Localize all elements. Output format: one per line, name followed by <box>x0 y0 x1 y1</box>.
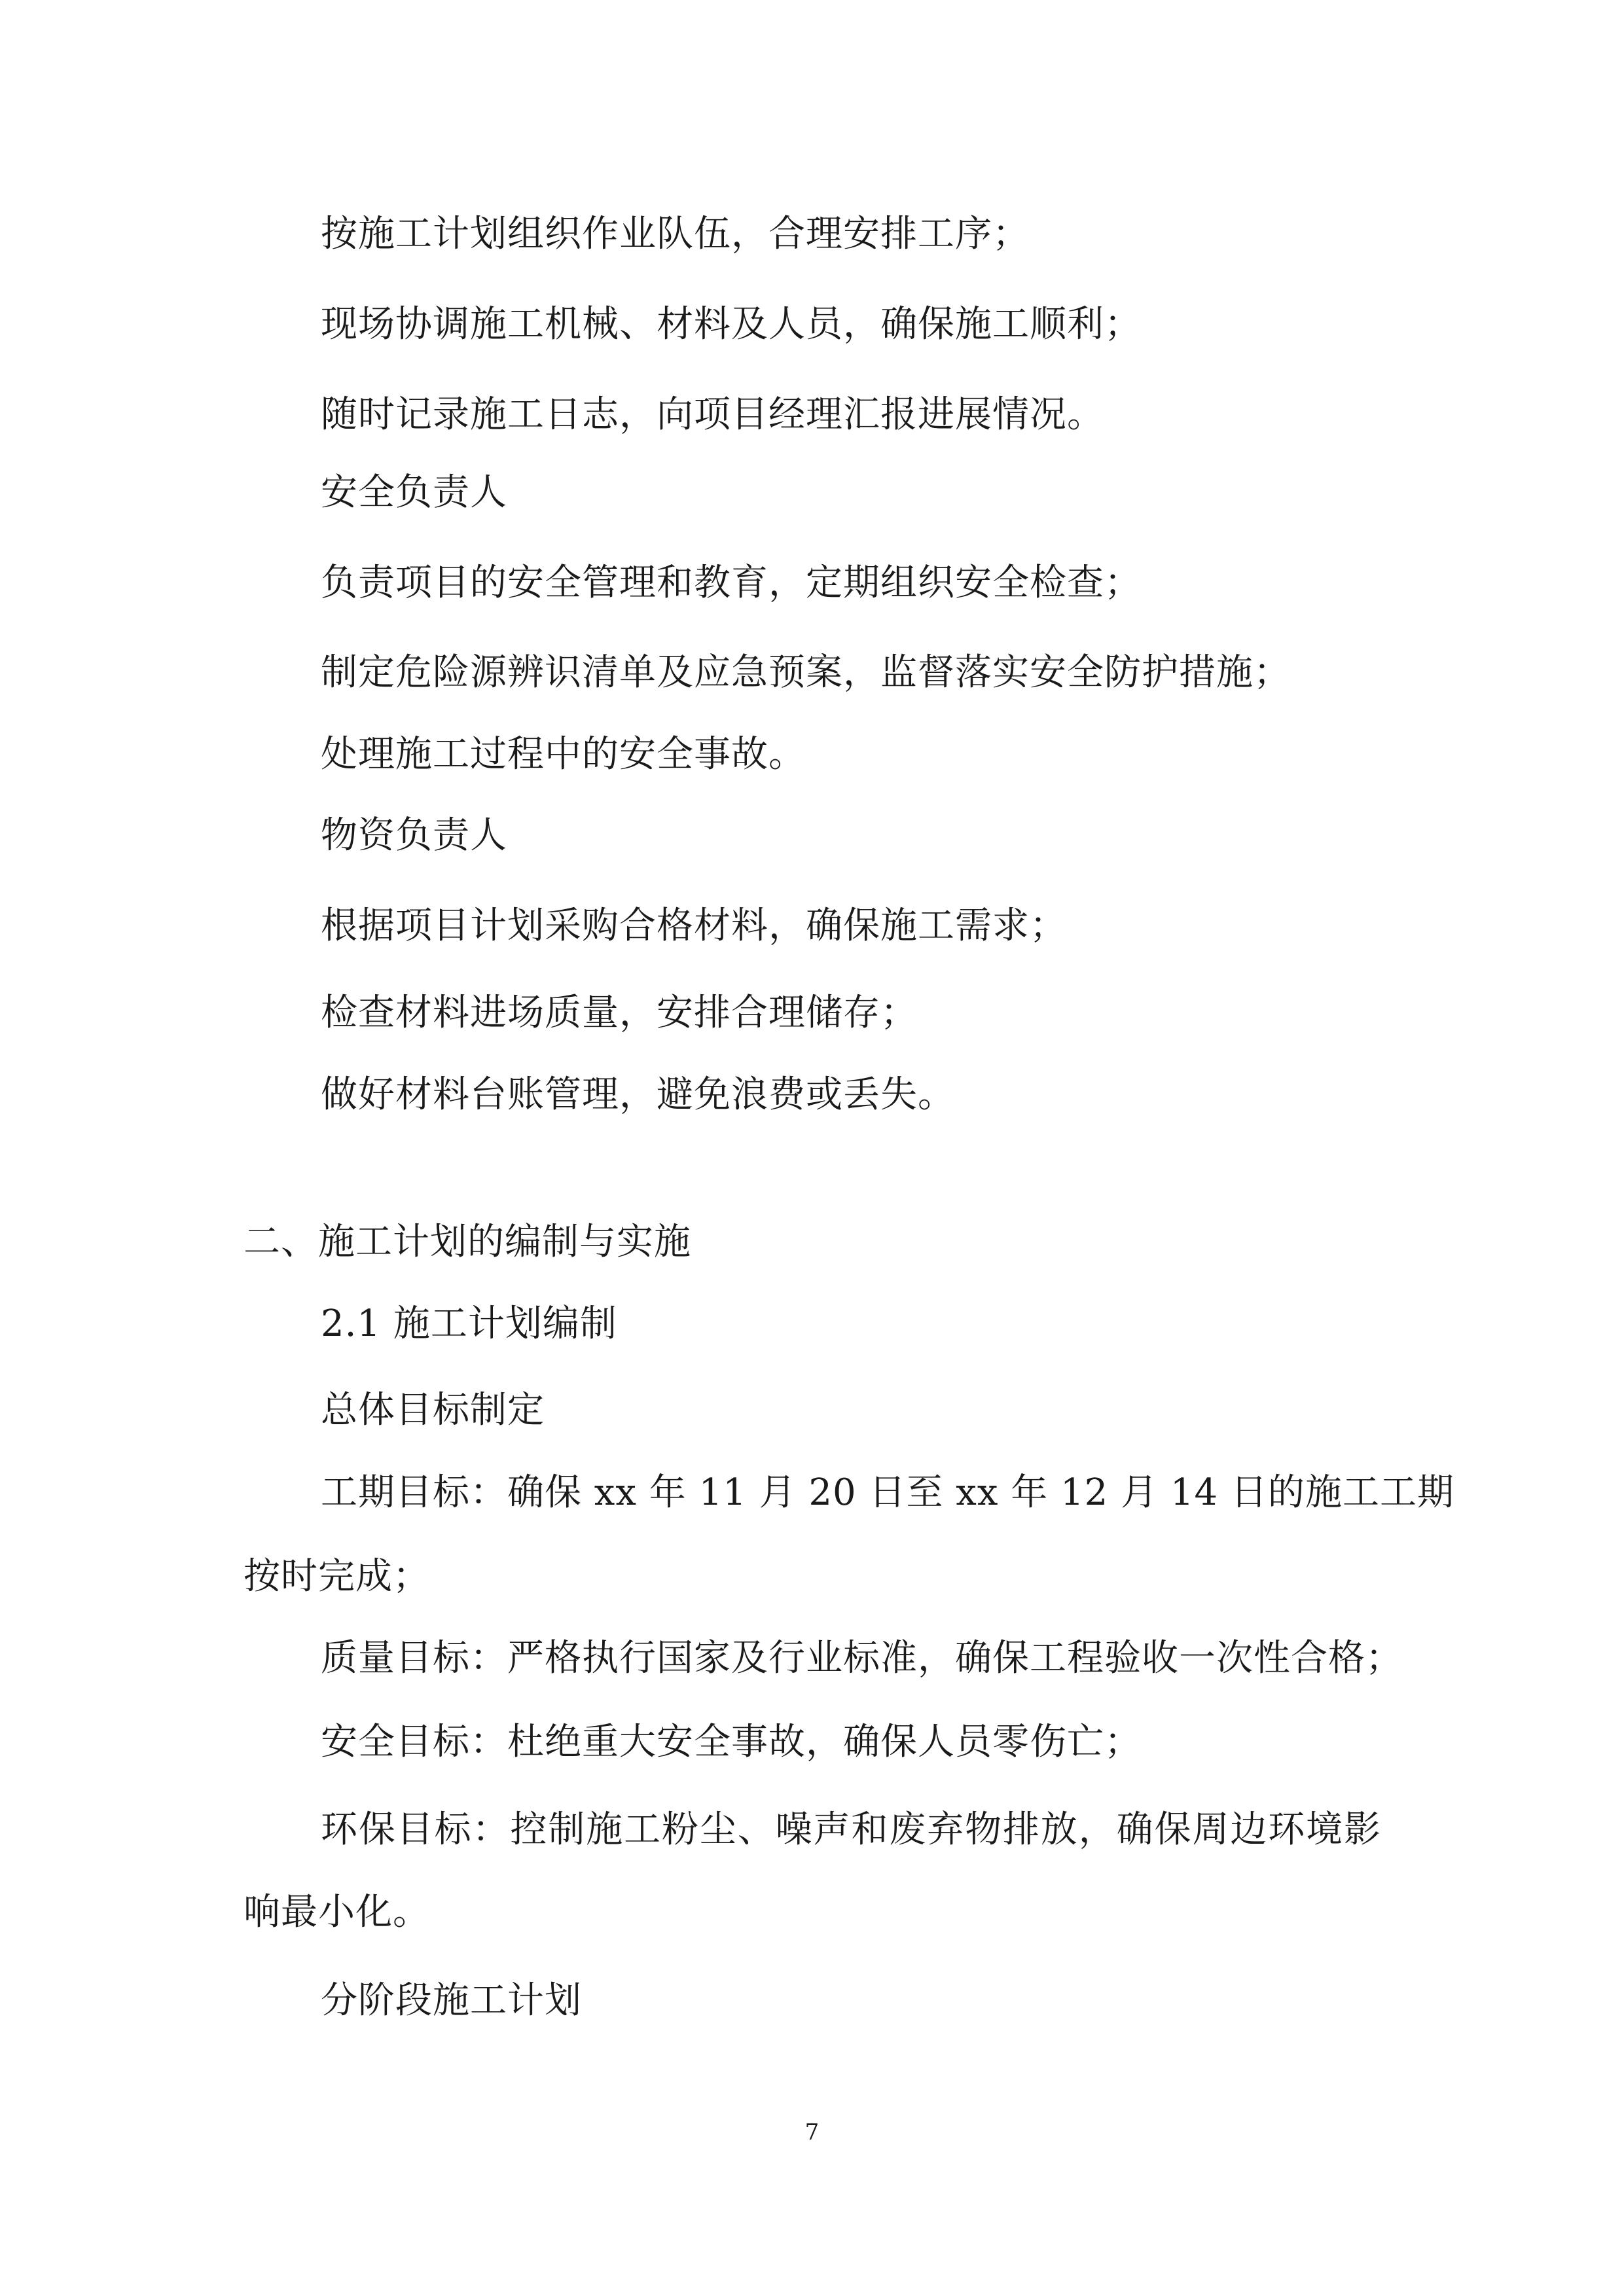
environment-goal-line-2: 响最小化。 <box>244 1891 430 1933</box>
section-heading: 二、施工计划的编制与实施 <box>244 1221 691 1263</box>
role-heading-safety-officer: 安全负责人 <box>321 471 507 514</box>
paragraph-line: 现场协调施工机械、材料及人员，确保施工顺利； <box>321 303 1142 346</box>
environment-goal-line-1: 环保目标：控制施工粉尘、噪声和废弃物排放，确保周边环境影 <box>321 1808 1381 1851</box>
paragraph-line: 随时记录施工日志，向项目经理汇报进展情况。 <box>321 393 1104 436</box>
paragraph-line: 负责项目的安全管理和教育，定期组织安全检查； <box>321 562 1142 604</box>
paragraph-line: 做好材料台账管理，避免浪费或丢失。 <box>321 1073 955 1116</box>
paragraph-line: 制定危险源辨识清单及应急预案，监督落实安全防护措施； <box>321 651 1291 694</box>
role-heading-materials-officer: 物资负责人 <box>321 814 507 857</box>
paragraph-line: 根据项目计划采购合格材料，确保施工需求； <box>321 905 1067 947</box>
safety-goal: 安全目标：杜绝重大安全事故，确保人员零伤亡； <box>321 1721 1142 1763</box>
schedule-goal-line-1: 工期目标：确保 xx 年 11 月 20 日至 xx 年 12 月 14 日的施工工期 <box>321 1471 1454 1514</box>
schedule-goal-line-2: 按时完成； <box>244 1555 430 1598</box>
subsection-heading: 2.1 施工计划编制 <box>321 1302 617 1345</box>
page-number: 7 <box>804 2119 820 2145</box>
paragraph-line: 检查材料进场质量，安排合理储存； <box>321 992 918 1034</box>
quality-goal: 质量目标：严格执行国家及行业标准，确保工程验收一次性合格； <box>321 1637 1403 1679</box>
overall-goal-heading: 总体目标制定 <box>321 1389 545 1431</box>
paragraph-line: 按施工计划组织作业队伍，合理安排工序； <box>321 213 1030 255</box>
phased-plan-heading: 分阶段施工计划 <box>321 1979 582 2022</box>
paragraph-line: 处理施工过程中的安全事故。 <box>321 733 806 776</box>
